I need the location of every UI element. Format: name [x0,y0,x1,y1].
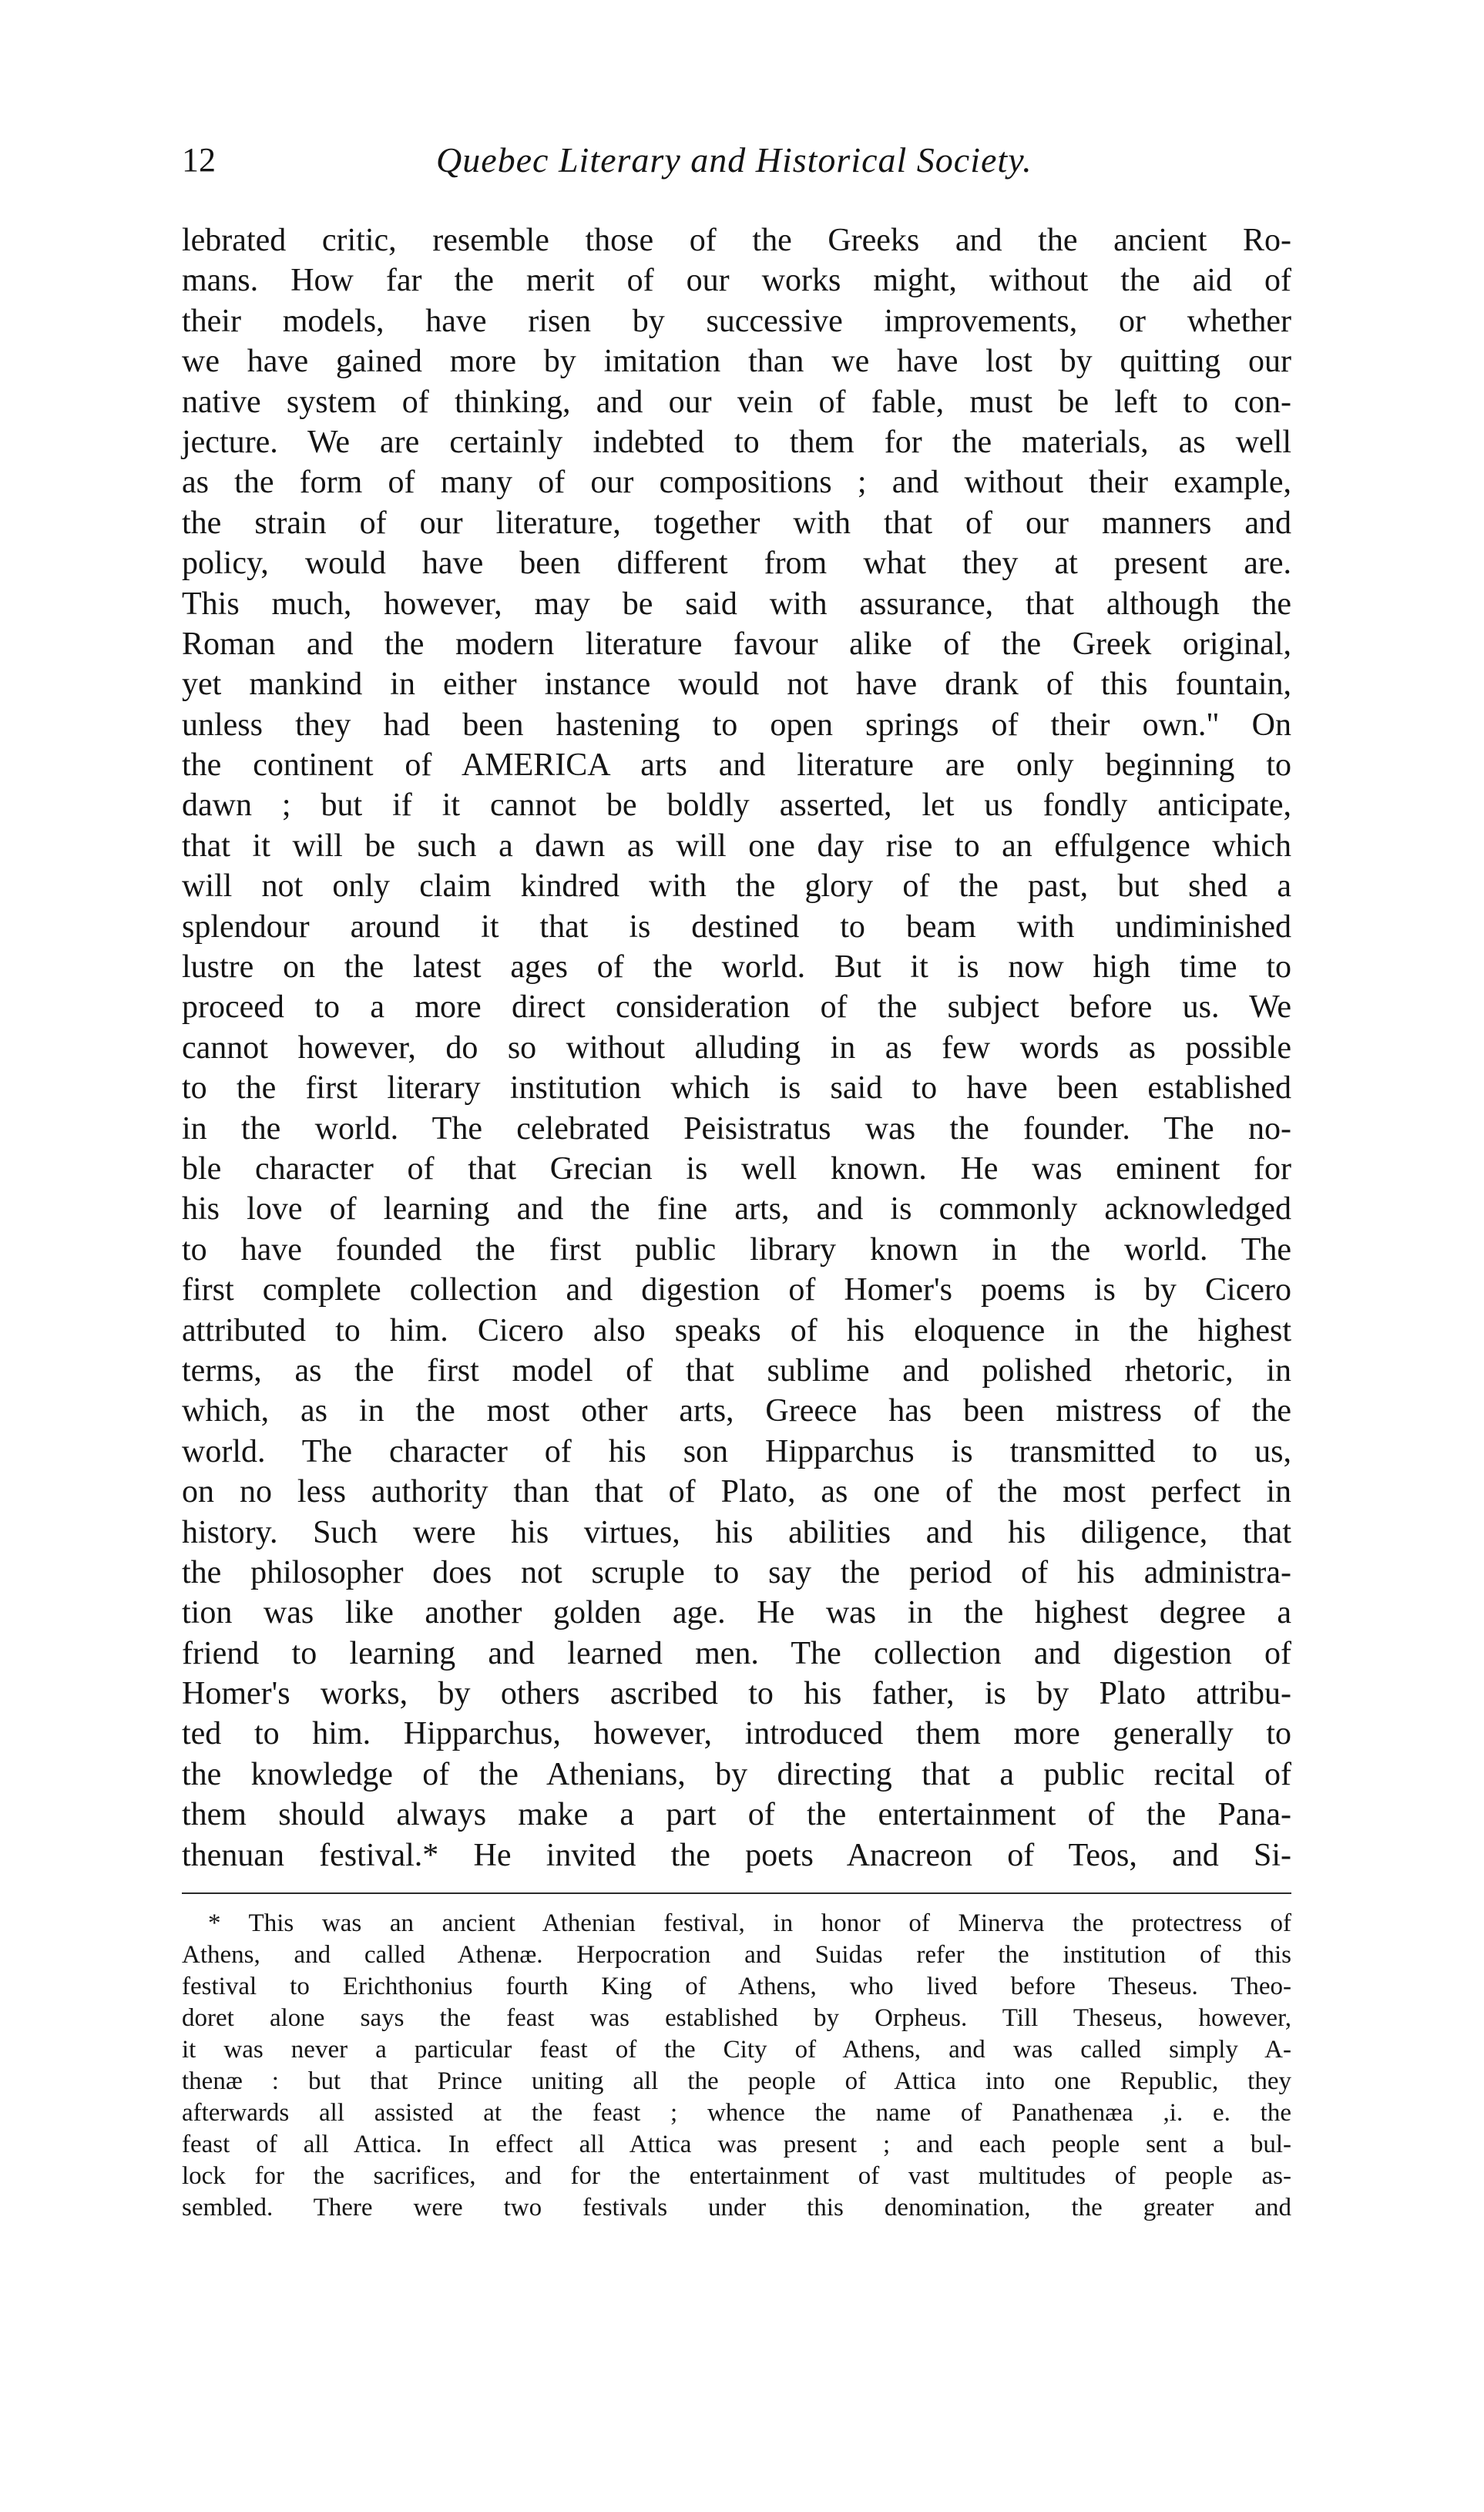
body-line: history. Such were his virtues, his abilities and his diligence, that [182,1514,1291,1550]
body-line: jecture. We are certainly indebted to them for the materials, as well [182,424,1291,460]
body-line: cannot however, do so without alluding in as few words as possible [182,1029,1291,1066]
footnote-line: thenæ : but that Prince uniting all the people of Attica into one Republic, they [182,2067,1291,2095]
body-line: to have founded the first public library known in the world. The [182,1231,1291,1268]
body-text [182,220,1291,1876]
body-line: will not only claim kindred with the glory of the past, but shed a [182,868,1291,905]
footnote [182,1908,1291,2224]
body-line: friend to learning and learned men. The collection and digestion of [182,1635,1291,1671]
body-line: the continent of AMERICA arts and literature are only beginning to [182,747,1291,784]
page-header [182,137,1291,199]
body-line: the philosopher does not scruple to say the period of his administra- [182,1554,1291,1590]
body-line: which, as in the most other arts, Greece has been mistress of the [182,1393,1291,1429]
body-line: in the world. The celebrated Peisistratus was the founder. The no- [182,1110,1291,1147]
body-line: ble character of that Grecian is well known. He was eminent for [182,1150,1291,1187]
footnote-line: * This was an ancient Athenian festival, in honor of Minerva the protectress of [208,1909,1291,1937]
footnote-line: afterwards all assisted at the feast ; whence the name of Panathenæa ,i. e. the [182,2099,1291,2127]
body-line: Homer's works, by others ascribed to his father, is by Plato attribu- [182,1676,1291,1712]
body-line: lebrated critic, resemble those of the Greeks and the ancient Ro- [182,223,1291,258]
body-line: yet mankind in either instance would not have drank of this fountain, [182,667,1291,703]
body-line: as the form of many of our compositions ; and without their example, [182,465,1291,501]
body-line: unless they had been hastening to open springs of their own." On [182,707,1291,743]
body-line: lustre on the latest ages of the world. But it is now high time to [182,949,1291,986]
footnote-line: it was never a particular feast of the City of Athens, and was called simply A- [182,2036,1291,2064]
body-line: dawn ; but if it cannot be boldly asserted, let us fondly anticipate, [182,788,1291,824]
footnote-line: doret alone says the feast was established by Orpheus. Till Theseus, however, [182,2004,1291,2032]
body-line: them should always make a part of the entertainment of the Pana- [182,1797,1291,1833]
body-line: to the first literary institution which is said to have been established [182,1070,1291,1107]
body-line: world. The character of his son Hipparchus is transmitted to us, [182,1433,1291,1469]
body-line: mans. How far the merit of our works might, without the aid of [182,263,1291,299]
footnote-line: festival to Erichthonius fourth King of Athens, who lived before Theseus. Theo- [182,1973,1291,2000]
body-line: that it will be such a dawn as will one day rise to an effulgence which [182,828,1291,864]
body-line: on no less authority than that of Plato, as one of the most perfect in [182,1474,1291,1510]
footnote-line: Athens, and called Athenæ. Herpocration and Suidas refer the institution of this [182,1941,1291,1969]
body-line: attributed to him. Cicero also speaks of his eloquence in the highest [182,1312,1291,1348]
body-line: proceed to a more direct consideration of the subject before us. We [182,989,1291,1026]
running-title: Quebec Literary and Historical Society. [436,140,1032,180]
body-line: his love of learning and the fine arts, and is commonly acknowledged [182,1191,1291,1227]
body-line: terms, as the first model of that sublime and polished rhetoric, in [182,1352,1291,1389]
body-line: first complete collection and digestion of Homer's poems is by Cicero [182,1272,1291,1308]
body-line: thenuan festival.* He invited the poets Anacreon of Teos, and Si- [182,1837,1291,1873]
body-line: we have gained more by imitation than we have lost by quitting our [182,344,1291,380]
body-line: ted to him. Hipparchus, however, introduced them more generally to [182,1716,1291,1752]
footnote-line: lock for the sacrifices, and for the entertainment of vast multitudes of people as- [182,2162,1291,2190]
body-line: native system of thinking, and our vein of fable, must be left to con- [182,384,1291,420]
body-line: their models, have risen by successive improvements, or whether [182,303,1291,339]
body-line: This much, however, may be said with assurance, that although the [182,586,1291,622]
page-number: 12 [182,141,216,179]
body-line: tion was like another golden age. He was in the highest degree a [182,1595,1291,1631]
footnote-line: feast of all Attica. In effect all Attica was present ; and each people sent a bul- [182,2131,1291,2158]
body-line: the strain of our literature, together with that of our manners and [182,505,1291,541]
body-line: splendour around it that is destined to beam with undiminished [182,908,1291,945]
body-line: the knowledge of the Athenians, by directing that a public recital of [182,1756,1291,1792]
body-line: Roman and the modern literature favour alike of the Greek original, [182,626,1291,662]
footnote-divider [182,1892,1291,1894]
body-line: policy, would have been different from what they at present are. [182,546,1291,582]
footnote-line: sembled. There were two festivals under this denomination, the greater and [182,2194,1291,2222]
